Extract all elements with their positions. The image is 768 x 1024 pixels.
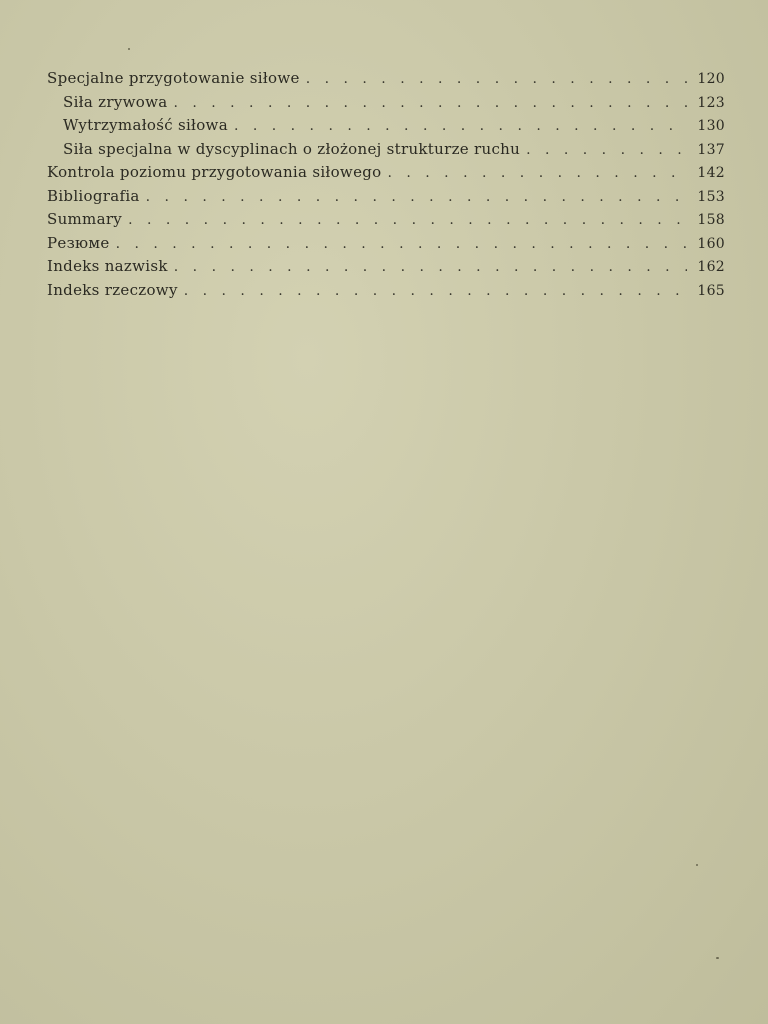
dot-leader xyxy=(128,212,687,228)
toc-entry-page: 130 xyxy=(697,118,725,134)
toc-entry-page: 162 xyxy=(697,259,725,275)
toc-entry xyxy=(47,163,725,187)
dot-leader xyxy=(174,259,687,275)
dot-leader xyxy=(173,95,687,111)
toc-entry xyxy=(47,210,725,234)
dot-leader xyxy=(526,142,687,158)
toc-entry-page: 142 xyxy=(697,165,725,181)
toc-entry-title: Indeks nazwisk xyxy=(47,257,168,275)
toc-entry-page: 120 xyxy=(697,71,725,87)
dot-leader xyxy=(116,236,687,252)
toc-entry-title: Summary xyxy=(47,210,123,228)
table-of-contents xyxy=(47,69,725,304)
paper-speck xyxy=(128,48,130,50)
toc-entry xyxy=(47,93,725,117)
dot-leader xyxy=(234,118,687,134)
toc-entry-title: Bibliografia xyxy=(47,186,140,205)
toc-entry-title: Specjalne przygotowanie siłowe xyxy=(47,69,300,87)
toc-entry-page: 158 xyxy=(697,212,725,228)
toc-entry xyxy=(47,116,725,140)
toc-entry xyxy=(47,257,725,281)
toc-entry-page: 123 xyxy=(697,94,725,111)
toc-entry-page: 137 xyxy=(697,141,725,158)
toc-entry-page: 160 xyxy=(697,235,725,252)
toc-entry-title: Siła zrywowa xyxy=(63,92,168,111)
dot-leader xyxy=(387,165,687,181)
toc-entry xyxy=(47,140,725,164)
toc-entry-page: 153 xyxy=(697,188,725,205)
toc-entry xyxy=(47,234,725,258)
toc-entry-title: Kontrola poziomu przygotowania siłowego xyxy=(47,163,382,181)
paper-speck xyxy=(696,864,698,866)
toc-entry xyxy=(47,281,725,305)
toc-entry xyxy=(47,69,725,93)
toc-entry-title: Резюме xyxy=(47,233,110,252)
toc-entry-title: Siła specjalna w dyscyplinach o złożonej strukturze ruchu xyxy=(63,139,521,158)
toc-entry-title: Indeks rzeczowy xyxy=(47,280,178,299)
toc-entry-title: Wytrzymałość siłowa xyxy=(63,116,228,134)
dot-leader xyxy=(184,283,687,299)
dot-leader xyxy=(306,71,687,87)
toc-entry xyxy=(47,187,725,211)
paper-speck xyxy=(716,957,719,959)
dot-leader xyxy=(146,189,687,205)
toc-entry-page: 165 xyxy=(697,282,725,299)
